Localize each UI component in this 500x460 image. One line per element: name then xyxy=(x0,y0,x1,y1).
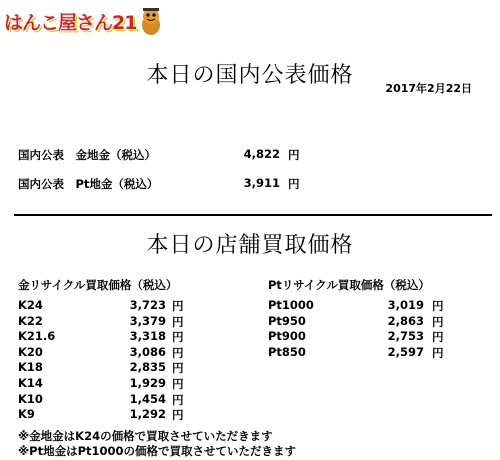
item-name: Pt850 xyxy=(268,344,306,359)
note-platinum-bullion: ※Pt地金はPt1000の価格で買取させていただきます xyxy=(18,444,297,458)
row-label: 国内公表 Pt地金（税込） xyxy=(18,177,159,191)
item-unit: 円 xyxy=(172,299,184,313)
item-value: 2,863 xyxy=(387,313,424,328)
item-value: 1,292 xyxy=(129,407,166,422)
item-unit: 円 xyxy=(172,330,184,345)
item-unit: 円 xyxy=(172,376,184,391)
gold-heading: 金リサイクル買取価格（税込） xyxy=(18,278,178,292)
item-unit: 円 xyxy=(432,299,444,313)
item-unit: 円 xyxy=(172,361,184,376)
item-value: 3,318 xyxy=(129,329,166,344)
item-name: Pt900 xyxy=(268,329,306,344)
item-name: K18 xyxy=(18,360,43,375)
row-value: 4,822 xyxy=(243,147,280,161)
item-unit: 円 xyxy=(432,345,444,360)
row-unit: 円 xyxy=(288,177,300,191)
row-unit: 円 xyxy=(288,148,300,162)
row-value: 3,911 xyxy=(243,176,280,190)
item-unit: 円 xyxy=(432,314,444,329)
item-value: 2,597 xyxy=(387,344,424,359)
item-name: Pt1000 xyxy=(268,298,314,312)
row-label: 国内公表 金地金（税込） xyxy=(18,148,156,162)
mascot-icon xyxy=(138,6,164,36)
logo-text: はんこ屋さん21 xyxy=(4,11,137,34)
store-title: 本日の店舗買取価格 xyxy=(146,233,354,258)
page-title: 本日の国内公表価格 xyxy=(146,63,354,88)
item-unit: 円 xyxy=(172,392,184,407)
item-value: 2,753 xyxy=(387,329,424,344)
item-name: Pt950 xyxy=(268,313,306,328)
section-divider xyxy=(14,214,492,216)
item-value: 1,454 xyxy=(129,391,166,406)
item-name: K22 xyxy=(18,313,43,328)
item-unit: 円 xyxy=(172,345,184,360)
item-value: 2,835 xyxy=(129,360,166,375)
item-value: 1,929 xyxy=(129,375,166,390)
item-name: K20 xyxy=(18,344,43,359)
item-name: K10 xyxy=(18,391,43,406)
item-unit: 円 xyxy=(432,330,444,345)
note-gold-bullion: ※金地金はK24の価格で買取させていただきます xyxy=(18,429,273,443)
item-unit: 円 xyxy=(172,314,184,329)
item-value: 3,019 xyxy=(387,298,424,312)
platinum-heading: Ptリサイクル買取価格（税込） xyxy=(268,278,430,292)
item-value: 3,723 xyxy=(129,298,166,312)
item-name: K24 xyxy=(18,298,43,312)
item-value: 3,086 xyxy=(129,344,166,359)
item-value: 3,379 xyxy=(129,313,166,328)
item-name: K14 xyxy=(18,375,43,390)
item-name: K9 xyxy=(18,407,35,422)
item-name: K21.6 xyxy=(18,329,56,344)
date-label: 2017年2月22日 xyxy=(385,82,472,95)
item-unit: 円 xyxy=(172,408,184,423)
brand-logo xyxy=(4,4,164,38)
